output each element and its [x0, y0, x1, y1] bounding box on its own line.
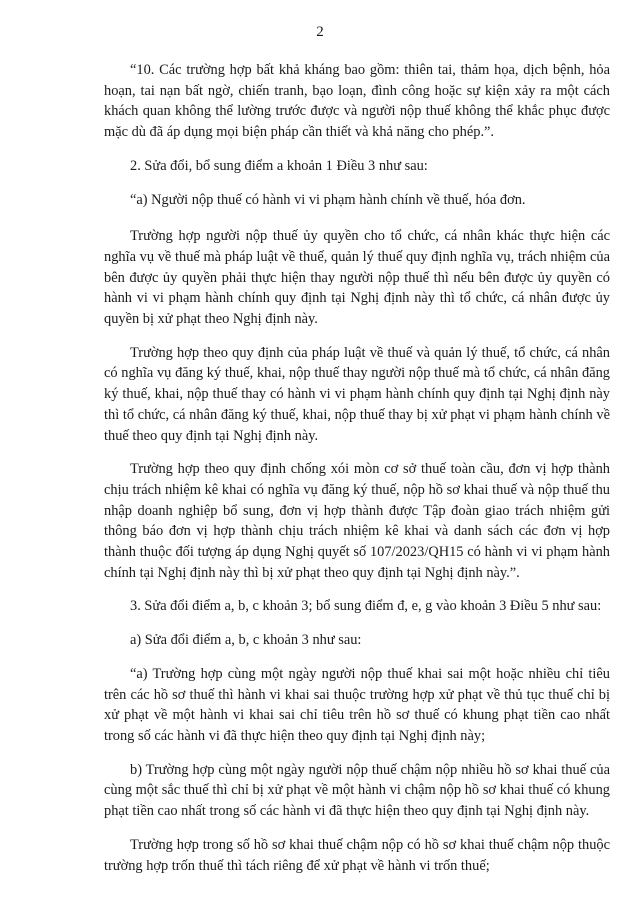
- paragraph-clause-10: “10. Các trường hợp bất khả kháng bao gồm: thiên tai, thảm họa, dịch bệnh, hỏa hoạn, tai nạn bất ngờ, chiến tranh, bạo loạn, đình công hoặc sự kiện xảy ra một cách khách quan không thể lường trước được và người nộp thuế không thể khắc phục được mặc dù đã áp dụng mọi biện pháp cần thiết và khả năng cho phép.”.: [104, 62, 610, 141]
- paragraph-point-a: “a) Người nộp thuế có hành vi vi phạm hành chính về thuế, hóa đơn.: [130, 191, 526, 208]
- paragraph-authorized-taxpayer: Trường hợp người nộp thuế ủy quyền cho tổ chức, cá nhân khác thực hiện các nghĩa vụ về thuế mà pháp luật về thuế, quản lý thuế quy định nghĩa vụ, trách nhiệm của bên được ủy quyền phải thực hiện thay người nộp thuế thì nếu bên được ủy quyền có hành vi vi phạm hành chính quy định tại Nghị định này thì tổ chức, cá nhân được ủy quyền bị xử phạt theo Nghị định này.: [104, 228, 610, 328]
- document-body: [104, 60, 610, 889]
- paragraph-late-filing: b) Trường hợp cùng một ngày người nộp thuế chậm nộp nhiều hồ sơ khai thuế của cùng một sắc thuế thì chỉ bị xử phạt về một hành vi chậm nộp hồ sơ khai thuế có khung phạt tiền cao nhất trong số các hành vi đã thực hiện theo quy định tại Nghị định này.: [104, 761, 610, 820]
- paragraph-tax-evasion: Trường hợp trong số hồ sơ khai thuế chậm nộp có hồ sơ khai thuế chậm nộp thuộc trường hợp trốn thuế thì tách riêng để xử phạt về hành vi trốn thuế;: [104, 836, 610, 874]
- paragraph-incorrect-declaration: “a) Trường hợp cùng một ngày người nộp thuế khai sai một hoặc nhiều chỉ tiêu trên các hồ sơ thuế thì hành vi khai sai thuộc trường hợp xử phạt về thủ tục thuế chỉ bị xử phạt về một hành vi khai sai chỉ tiêu trên hồ sơ thuế có khung phạt tiền cao nhất trong số các hành vi đã thực hiện theo quy định tại Nghị định này;: [104, 665, 610, 744]
- paragraph-amendment-3: 3. Sửa đổi điểm a, b, c khoản 3; bổ sung điểm đ, e, g vào khoản 3 Điều 5 như sau:: [130, 598, 602, 615]
- paragraph-amendment-2: 2. Sửa đổi, bổ sung điểm a khoản 1 Điều 3 như sau:: [130, 157, 428, 174]
- page-number: 2: [316, 24, 324, 40]
- paragraph-sub-a: a) Sửa đổi điểm a, b, c khoản 3 như sau:: [130, 632, 362, 649]
- paragraph-substitute-filer: Trường hợp theo quy định của pháp luật về thuế và quản lý thuế, tổ chức, cá nhân có nghĩa vụ đăng ký thuế, khai, nộp thuế thay người nộp thuế mà tổ chức, cá nhân đăng ký thuế, khai, nộp thuế thay có hành vi vi phạm hành chính quy định tại Nghị định này thì tổ chức, cá nhân đăng ký thuế, khai, nộp thuế thay bị xử phạt vi phạm hành chính về thuế theo quy định tại Nghị định này.: [104, 344, 610, 444]
- paragraph-global-minimum-tax: Trường hợp theo quy định chống xói mòn cơ sở thuế toàn cầu, đơn vị hợp thành chịu trách nhiệm kê khai có nghĩa vụ đăng ký thuế, nộp hồ sơ khai thuế và nộp thuế thu nhập doanh nghiệp bổ sung, đơn vị hợp thành được Tập đoàn giao trách nhiệm gửi thông báo đơn vị hợp thành chịu trách nhiệm kê khai và danh sách các đơn vị hợp thành thuộc đối tượng áp dụng Nghị quyết số 107/2023/QH15 có hành vi vi phạm hành chính tại Nghị định này thì bị xử phạt theo quy định tại Nghị định này.”.: [104, 461, 610, 581]
